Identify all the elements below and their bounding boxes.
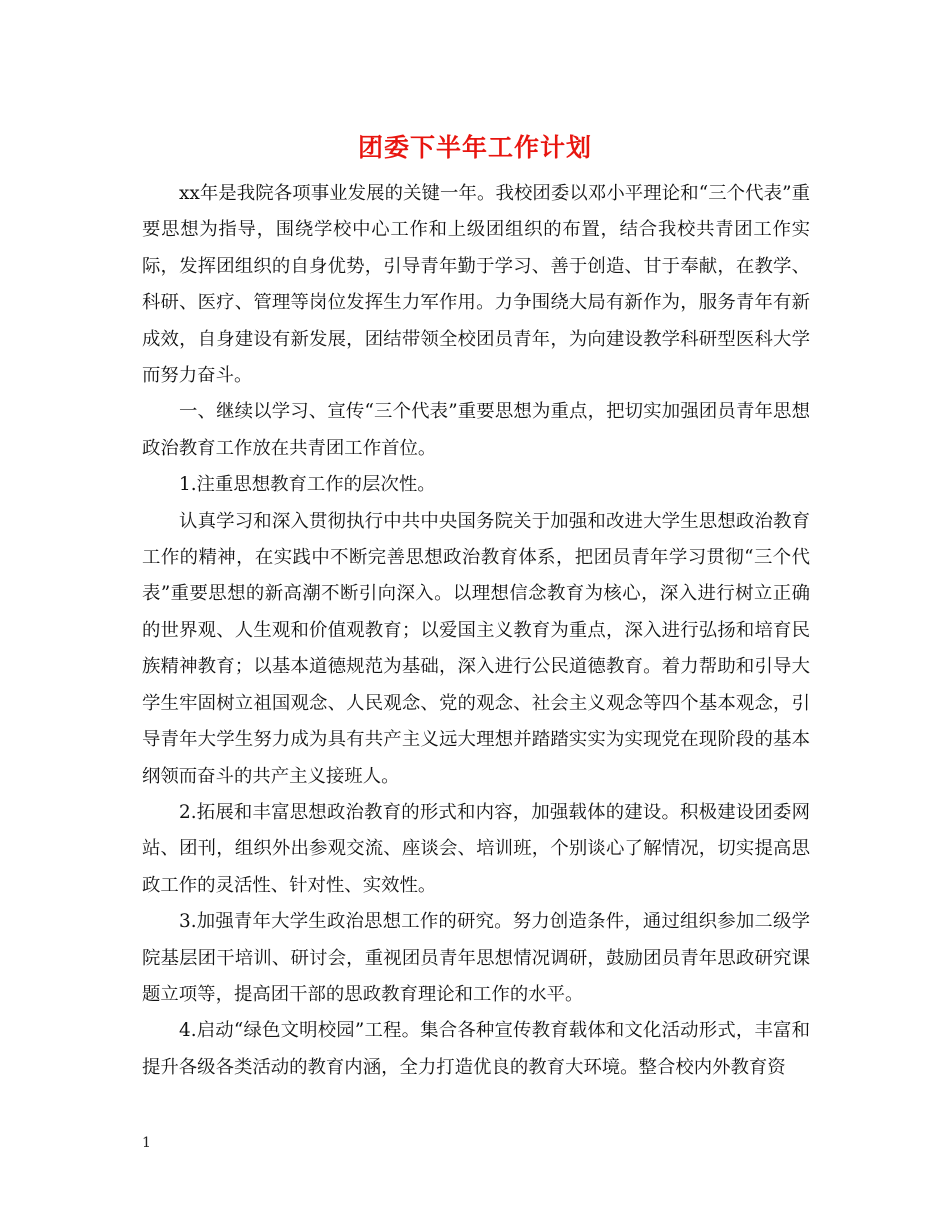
paragraph-section-1-heading: 一、继续以学习、宣传“三个代表”重要思想为重点，把切实加强团员青年思想政治教育工作放在共青团工作首位。 [142,401,810,459]
paragraph-item-4: 4.启动“绿色文明校园”工程。集合各种宣传教育载体和文化活动形式，丰富和提升各级各类活动的教育内涵，全力打造优良的教育大环境。整合校内外教育资 [142,1020,810,1078]
paragraph-item-1-body: 认真学习和深入贯彻执行中共中央国务院关于加强和改进大学生思想政治教育工作的精神，在实践中不断完善思想政治教育体系，把团员青年学习贯彻“三个代表”重要思想的新高潮不断引向深入。以理想信念教育为核心，深入进行树立正确的世界观、人生观和价值观教育；以爱国主义教育为重点，深入进行弘扬和培育民族精神教育；以基本道德规范为基础，深入进行公民道德教育。着力帮助和引导大学生牢固树立祖国观念、人民观念、党的观念、社会主义观念等四个基本观念，引导青年大学生努力成为具有共产主义远大理想并踏踏实实为实现党在现阶段的基本纲领而奋斗的共产主义接班人。 [142,510,810,787]
paragraph-item-1-heading: 1.注重思想教育工作的层次性。 [179,474,436,496]
document-body [142,176,810,1086]
paragraph-item-3: 3.加强青年大学生政治思想工作的研究。努力创造条件，通过组织参加二级学院基层团干培训、研讨会，重视团员青年思想情况调研，鼓励团员青年思政研究课题立项等，提高团干部的思政教育理论和工作的水平。 [142,911,810,1005]
paragraph-item-2: 2.拓展和丰富思想政治教育的形式和内容，加强载体的建设。积极建设团委网站、团刊，组织外出参观交流、座谈会、培训班，个别谈心了解情况，切实提高思政工作的灵活性、针对性、实效性。 [142,801,810,896]
paragraph-intro: xx年是我院各项事业发展的关键一年。我校团委以邓小平理论和“三个代表”重要思想为指导，围绕学校中心工作和上级团组织的布置，结合我校共青团工作实际，发挥团组织的自身优势，引导青年勤于学习、善于创造、甘于奉献，在教学、科研、医疗、管理等岗位发挥生力军作用。力争围绕大局有新作为，服务青年有新成效，自身建设有新发展，团结带领全校团员青年，为向建设教学科研型医科大学而努力奋斗。 [142,183,810,387]
document-title: 团委下半年工作计划 [357,133,592,162]
page-number: 1 [142,1135,151,1151]
